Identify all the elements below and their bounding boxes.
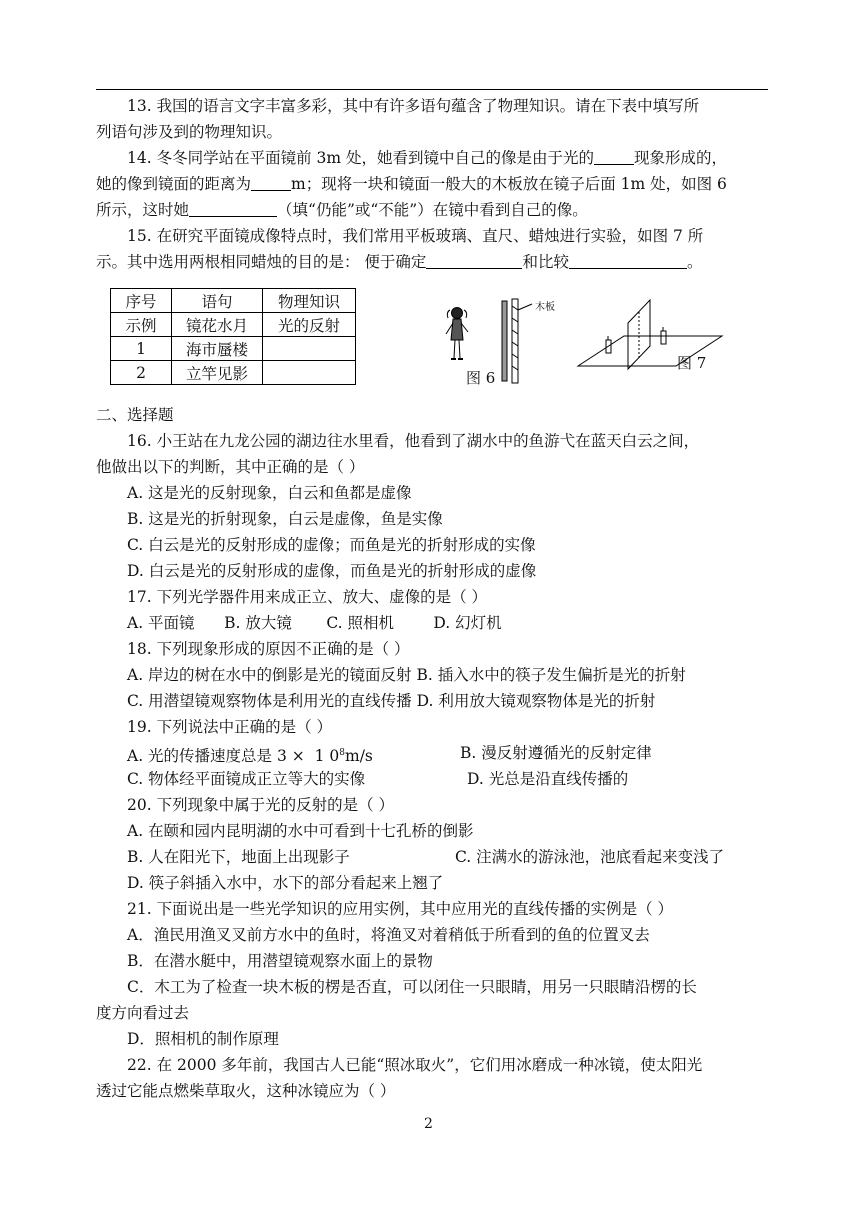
q16-option-c: C. 白云是光的反射形成的虚像；而鱼是光的折射形成的实像 <box>127 536 536 554</box>
q13-line2: 列语句涉及到的物理知识。 <box>96 123 283 141</box>
table-cell: 镜花水月 <box>172 313 263 337</box>
q17-options: A. 平面镜 B. 放大镜 C. 照相机 D. 幻灯机 <box>127 614 502 632</box>
q22-stem-line2: 透过它能点燃柴草取火，这种冰镜应为（ ） <box>96 1082 396 1100</box>
q21-option-c-line1: C．木工为了检查一块木板的楞是否直，可以闭住一只眼睛，用另一只眼睛沿楞的长 <box>127 978 697 996</box>
q21-option-a: A．渔民用渔叉叉前方水中的鱼时，将渔叉对着稍低于所看到的鱼的位置叉去 <box>127 926 650 944</box>
q21-option-b: B．在潜水艇中，用潜望镜观察水面上的景物 <box>127 952 433 970</box>
table-cell: 示例 <box>111 313 172 337</box>
q13-line1: 13. 我国的语言文字丰富多彩，其中有许多语句蕴含了物理知识。请在下表中填写所 <box>127 97 700 115</box>
q20-option-d: D. 筷子斜插入水中，水下的部分看起来上翘了 <box>127 874 444 892</box>
q18-stem: 18. 下列现象形成的原因不正确的是（ ） <box>127 640 410 658</box>
q14-line1: 14. 冬冬同学站在平面镜前 3m 处，她看到镜中自己的像是由于光的 现象形成的， <box>127 149 728 167</box>
table-row <box>111 313 356 337</box>
q19-option-b: B. 漫反射遵循光的反射定律 <box>460 744 652 762</box>
q21-option-c-line2: 度方向看过去 <box>96 1004 190 1022</box>
q20-option-a: A. 在颐和园内昆明湖的水中可看到十七孔桥的倒影 <box>127 822 474 840</box>
table-cell: 1 <box>111 337 172 361</box>
table-header: 语句 <box>172 289 263 313</box>
header-rule <box>96 89 768 90</box>
answer-blank <box>594 148 634 165</box>
q19-option-d: D. 光总是沿直线传播的 <box>467 770 629 788</box>
page-number: 2 <box>424 1116 433 1132</box>
table-header-row <box>111 289 356 313</box>
answer-blank <box>426 252 522 269</box>
q15-line2: 示。其中选用两根相同蜡烛的目的是： 便于确定 和比较 。 <box>96 253 703 271</box>
q20-option-c: C. 注满水的游泳池，池底看起来变浅了 <box>455 848 725 866</box>
q18-options-ab: A. 岸边的树在水中的倒影是光的镜面反射 B. 插入水中的筷子发生偏折是光的折射 <box>127 666 686 684</box>
table-row <box>111 337 356 361</box>
table-cell[interactable] <box>263 337 356 361</box>
q20-option-b: B. 人在阳光下，地面上出现影子 <box>127 848 350 866</box>
q15-line1: 15. 在研究平面镜成像特点时，我们常用平板玻璃、直尺、蜡烛进行实验，如图 7 所 <box>127 227 704 245</box>
table-header: 序号 <box>111 289 172 313</box>
table-cell: 海市蜃楼 <box>172 337 263 361</box>
q16-option-d: D. 白云是光的反射形成的虚像，而鱼是光的折射形成的虚像 <box>127 562 537 580</box>
q14-line2: 她的像到镜面的距离为 m；现将一块和镜面一般大的木板放在镜子后面 1m 处，如图 6 <box>96 175 727 193</box>
table-row <box>111 361 356 385</box>
q14-line3: 所示，这时她 （填“仍能”或“不能”）在镜中看到自己的像。 <box>96 201 588 219</box>
q20-stem: 20. 下列现象中属于光的反射的是（ ） <box>127 796 395 814</box>
q19-stem: 19. 下列说法中正确的是（ ） <box>127 718 333 736</box>
q16-option-b: B. 这是光的折射现象，白云是虚像，鱼是实像 <box>127 510 443 528</box>
table-cell: 光的反射 <box>263 313 356 337</box>
q19-option-c: C. 物体经平面镜成正立等大的实像 <box>127 770 366 788</box>
answer-blank <box>189 200 277 217</box>
q17-stem: 17. 下列光学器件用来成正立、放大、虚像的是（ ） <box>127 588 488 606</box>
q16-stem-line2: 他做出以下的判断，其中正确的是（ ） <box>96 458 365 476</box>
section-heading: 二、选择题 <box>96 406 174 424</box>
answer-blank <box>251 174 291 191</box>
figure-7-caption: 图 7 <box>677 354 707 372</box>
knowledge-table <box>110 288 356 385</box>
q21-option-d: D．照相机的制作原理 <box>127 1030 279 1048</box>
q19-option-a: A. 光的传播速度总是 3 × 1 $0^8m/s$ <box>127 747 373 765</box>
table-header: 物理知识 <box>263 289 356 313</box>
figure-6-caption: 图 6 <box>466 369 496 387</box>
q16-option-a: A. 这是光的反射现象，白云和鱼都是虚像 <box>127 484 412 502</box>
q16-stem-line1: 16. 小王站在九龙公园的湖边往水里看，他看到了湖水中的鱼游弋在蓝天白云之间， <box>127 432 700 450</box>
table-cell: 2 <box>111 361 172 385</box>
figure-6-board-label: 木板 <box>535 302 555 313</box>
q21-stem: 21. 下面说出是一些光学知识的应用实例，其中应用光的直线传播的实例是（ ） <box>127 900 674 918</box>
table-cell: 立竿见影 <box>172 361 263 385</box>
q18-options-cd: C. 用潜望镜观察物体是利用光的直线传播 D. 利用放大镜观察物体是光的折射 <box>127 692 656 710</box>
answer-blank <box>569 252 687 269</box>
q22-stem-line1: 22. 在 2000 多年前，我国古人已能“照冰取火”，它们用冰磨成一种冰镜，使太阳光 <box>127 1056 703 1074</box>
table-cell[interactable] <box>263 361 356 385</box>
